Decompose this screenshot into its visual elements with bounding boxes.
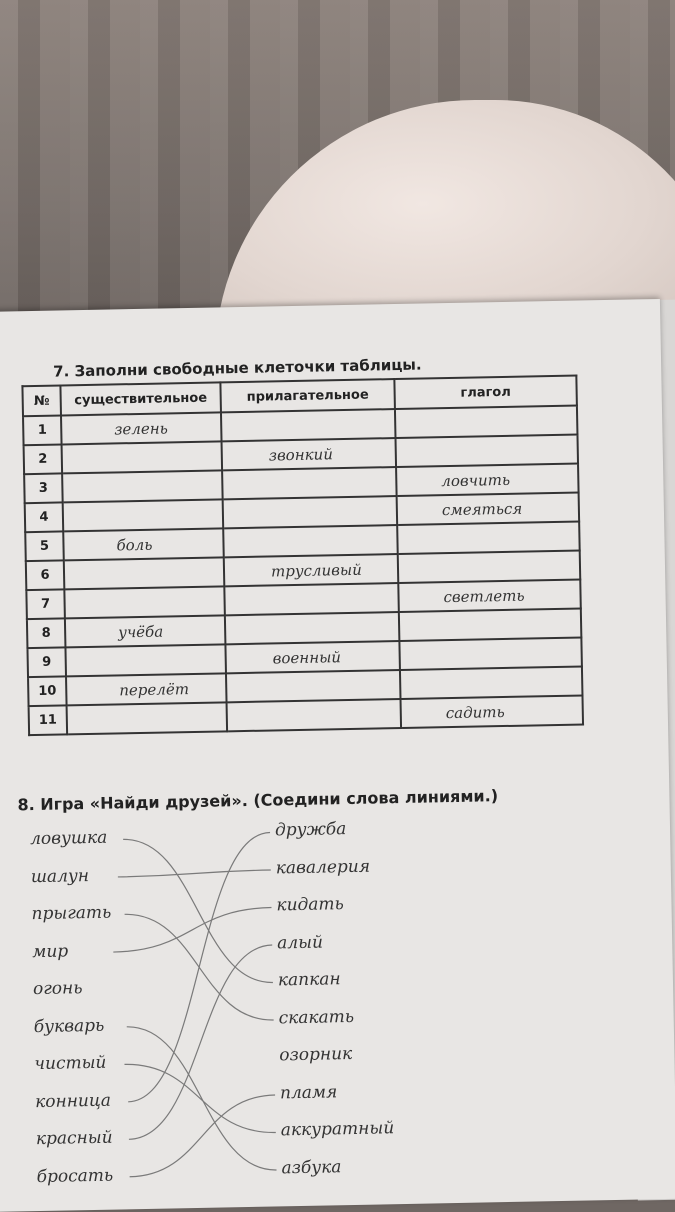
row-number: 11 (29, 705, 68, 735)
row-number: 4 (25, 502, 64, 532)
row-number: 10 (28, 676, 67, 706)
right-word[interactable]: капкан (277, 969, 341, 991)
workbook-page (0, 299, 675, 1212)
connection-line (113, 908, 273, 953)
left-word[interactable]: прыгать (31, 902, 112, 925)
connection-line (125, 945, 276, 1139)
connection-line (128, 1095, 276, 1177)
handwritten-word: учёба (117, 622, 164, 641)
right-word[interactable]: кавалерия (275, 856, 371, 878)
header-number: № (22, 385, 61, 416)
right-word[interactable]: азбука (281, 1156, 342, 1178)
task8-title: 8. Игра «Найди друзей». (Соедини слова линиями.) (17, 786, 499, 815)
right-word[interactable]: аккуратный (280, 1118, 395, 1141)
row-number: 6 (26, 560, 65, 590)
left-word[interactable]: шалун (30, 865, 90, 887)
left-word[interactable]: красный (35, 1127, 113, 1150)
right-word[interactable]: скакать (278, 1006, 355, 1028)
handwritten-word: боль (116, 535, 153, 554)
connection-line (118, 870, 271, 877)
handwritten-word: зелень (114, 418, 168, 438)
handwritten-word: садить (445, 702, 505, 722)
right-word[interactable]: алый (276, 932, 324, 953)
left-word[interactable]: мир (32, 940, 69, 962)
handwritten-word: трусливый (270, 560, 362, 580)
left-word[interactable]: ловушка (29, 827, 108, 850)
handwritten-word: смеяться (441, 499, 523, 519)
header-adjective: прилагательное (220, 379, 395, 412)
handwritten-word: военный (272, 647, 342, 667)
row-number: 2 (24, 444, 63, 474)
left-word[interactable]: огонь (32, 978, 83, 1000)
handwritten-word: перелёт (119, 679, 190, 699)
connection-line (123, 837, 273, 986)
handwritten-word: ловчить (441, 470, 511, 490)
row-number: 3 (24, 473, 63, 503)
row-number: 8 (27, 618, 66, 648)
right-word[interactable]: озорник (279, 1043, 353, 1066)
handwritten-word: звонкий (268, 444, 334, 464)
handwritten-word: светлеть (443, 586, 525, 606)
left-word[interactable]: бросать (36, 1165, 114, 1187)
right-word[interactable]: пламя (279, 1081, 338, 1103)
left-word[interactable]: чистый (34, 1052, 107, 1075)
left-word[interactable]: букварь (33, 1015, 105, 1037)
row-number: 1 (23, 415, 62, 445)
header-noun: существительное (60, 382, 221, 415)
left-word[interactable]: конница (34, 1090, 112, 1112)
row-number: 7 (26, 589, 65, 619)
header-verb: глагол (394, 376, 577, 409)
row-number: 9 (27, 647, 66, 677)
task7-title: 7. Заполни свободные клеточки таблицы. (52, 355, 422, 381)
right-word[interactable]: дружба (274, 819, 347, 841)
connection-lines (0, 299, 675, 1212)
row-number: 5 (25, 531, 64, 561)
right-word[interactable]: кидать (276, 894, 345, 916)
